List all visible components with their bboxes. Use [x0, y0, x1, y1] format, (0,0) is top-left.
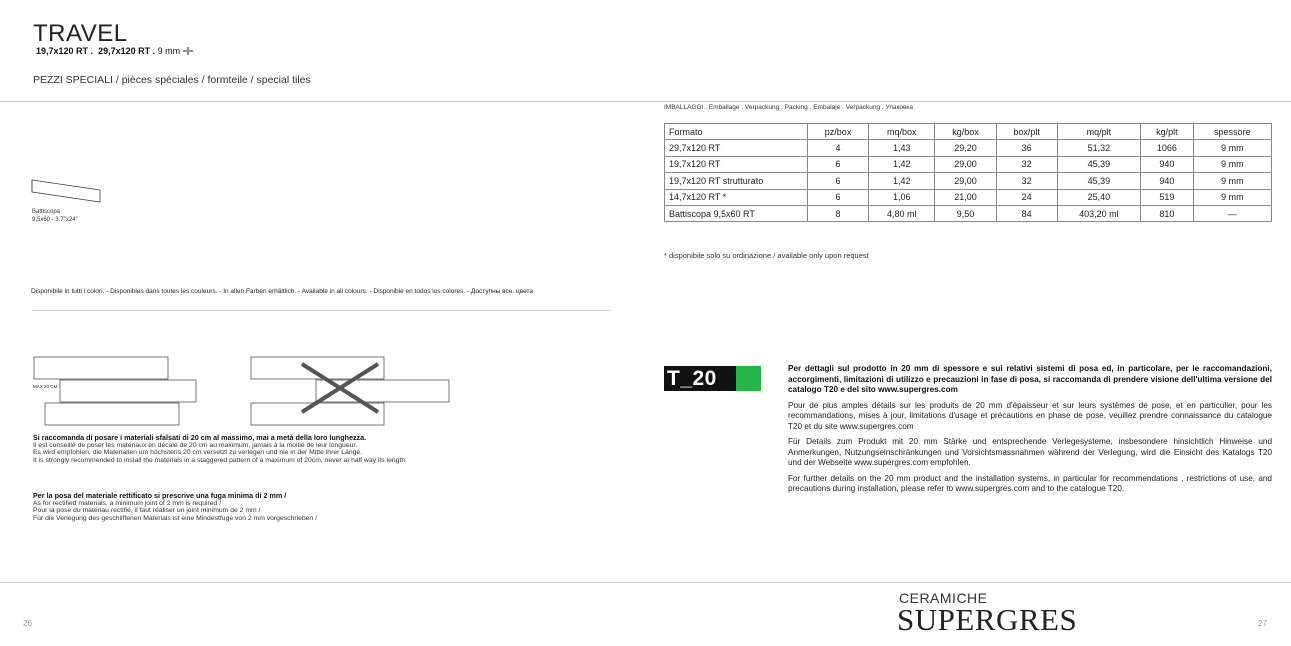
laying-line: It is strongly recommended to install the materials in a staggered pattern of a maximum of 20cm, never at half way its length. [33, 456, 408, 464]
laying-heading: Si raccomanda di posare i materiali sfalsati di 20 cm al massimo, mai a metà della loro lunghezza. [33, 433, 367, 442]
t20-badge-green [736, 366, 761, 391]
table-cell: 1,42 [869, 156, 935, 172]
table-cell: 21,00 [935, 189, 996, 205]
table-cell: 940 [1141, 156, 1194, 172]
wrong-laying-diagram [248, 354, 453, 428]
staggered-laying-diagram [30, 354, 202, 428]
thickness-icon [183, 47, 193, 55]
table-row [665, 140, 1272, 156]
t20-badge [664, 366, 761, 391]
column-header: box/plt [996, 124, 1057, 140]
table-cell: 403,20 ml [1057, 205, 1140, 221]
joint-line: Pour la pose du matériau rectifié, il faut réaliser un joint minimum de 2 mm / [33, 507, 261, 515]
packing-table [664, 123, 1272, 222]
table-cell: 25,40 [1057, 189, 1140, 205]
table-cell: 1,42 [869, 173, 935, 189]
footer-divider [0, 582, 1291, 583]
packing-label: IMBALLAGGI . Emballage . Verpackung . Packing . Embalaje . Verpackung . Упаковка [664, 104, 914, 111]
table-cell: 9 mm [1193, 140, 1271, 156]
table-cell: 940 [1141, 173, 1194, 189]
brand-logo-top: CERAMICHE [899, 590, 988, 606]
column-header: mq/plt [1057, 124, 1140, 140]
table-cell: 9 mm [1193, 189, 1271, 205]
laying-instructions [33, 434, 407, 464]
t20-paragraph-en: For further details on the 20 mm product and the installation systems, in particular for recommendations , restrictions of use, and precautions during installation, please refer to www.supergres.com and to the catalogue T20. [788, 473, 1272, 493]
table-cell: 9 mm [1193, 173, 1271, 189]
t20-paragraph-fr: Pour de plus amples détails sur les produits de 20 mm d'épaisseur et sur leurs systèmes de pose, et en particulier, pour les recommandations, mises à jour, limitations d'usage et précautions en phase de pose, veuillez prendre connaissance du catalogue T20 et du site www.supergres.com [788, 400, 1272, 431]
table-cell: 29,20 [935, 140, 996, 156]
table-cell: 19,7x120 RT [665, 156, 808, 172]
joint-instructions [33, 492, 317, 522]
table-cell: 29,00 [935, 156, 996, 172]
table-cell: 32 [996, 173, 1057, 189]
table-cell: 51,32 [1057, 140, 1140, 156]
table-cell: 1,43 [869, 140, 935, 156]
table-cell: 6 [808, 189, 869, 205]
table-cell: 84 [996, 205, 1057, 221]
table-cell: 810 [1141, 205, 1194, 221]
joint-line: Für die Verlegung des geschliffenen Materials ist eine Mindestfuge von 2 mm vorgeschrieben / [33, 514, 317, 522]
page-number-right: 27 [1258, 619, 1267, 628]
colors-divider [32, 310, 610, 311]
page-number-left: 26 [23, 619, 32, 628]
column-header: spessore [1193, 124, 1271, 140]
t20-info [788, 364, 1272, 500]
column-header: kg/box [935, 124, 996, 140]
laying-line: Il est conseillé de poser les matériaux en décalé de 20 cm au maximum, jamais à la moitié de leur longueur. [33, 441, 358, 449]
table-row [665, 189, 1272, 205]
table-cell: 9,50 [935, 205, 996, 221]
skirting-name: Battiscopa [32, 209, 61, 215]
joint-line: As for rectified materials, a minimum joint of 2 mm is required / [33, 499, 222, 507]
table-cell: 19,7x120 RT strutturato [665, 173, 808, 189]
special-tiles-heading: PEZZI SPECIALI / pièces spéciales / formteile / special tiles [33, 74, 311, 86]
column-header: pz/box [808, 124, 869, 140]
table-cell: 1,06 [869, 189, 935, 205]
t20-paragraph-de: Für Details zum Produkt mit 20 mm Stärke und entsprechende Verlegesysteme, insbesondere hinsichtlich Hinweise und Anmerkungen, Nutzungseinschränkungen und Vorsichtsmassnahmen während der Verlegung, wird die Einsicht des Katalogs T20 und der Webseite www.supergres.com empfohlen. [788, 437, 1272, 467]
page-title: TRAVEL [33, 20, 128, 47]
table-cell: 6 [808, 156, 869, 172]
table-cell: 29,7x120 RT [665, 140, 808, 156]
skirting-label [32, 208, 78, 224]
laying-line: Es wird empfohlen, die Materialien um höchstens 20 cm versetzt zu verlegen und nie in der Mitte ihrer Länge. [33, 449, 363, 457]
table-cell: 4,80 ml [869, 205, 935, 221]
table-cell: 45,39 [1057, 173, 1140, 189]
table-cell: 36 [996, 140, 1057, 156]
table-row [665, 156, 1272, 172]
joint-heading: Per la posa del materiale rettificato si prescrive una fuga minima di 2 mm / [33, 491, 287, 500]
table-cell: 1066 [1141, 140, 1194, 156]
table-cell: — [1193, 205, 1271, 221]
format-line [36, 46, 193, 56]
size-2: 29,7x120 RT . [98, 46, 156, 56]
header-divider [0, 101, 1291, 102]
table-cell: 45,39 [1057, 156, 1140, 172]
availability-note: * disponibile solo su ordinazione / available only upon request [664, 251, 869, 260]
table-cell: 4 [808, 140, 869, 156]
max-offset-label: MAX 20 CM [33, 384, 58, 389]
table-cell: 29,00 [935, 173, 996, 189]
thickness: 9 mm [157, 46, 181, 56]
column-header: mq/box [869, 124, 935, 140]
table-cell: Battiscopa 9,5x60 RT [665, 205, 808, 221]
column-header: Formato [665, 124, 808, 140]
table-cell: 9 mm [1193, 156, 1271, 172]
t20-paragraph-it: Per dettagli sul prodotto in 20 mm di spessore e sui relativi sistemi di posa ed, in particolare, per le raccomandazioni, accorgimenti, limitazioni di utilizzo e precauzioni in fase di posa, si raccomanda di prendere visione dell'ultima versione del catalogo T20 e del sito www.supergres.com [788, 364, 1272, 394]
table-cell: 24 [996, 189, 1057, 205]
table-row [665, 173, 1272, 189]
table-cell: 14,7x120 RT * [665, 189, 808, 205]
brand-logo-main: SUPERGRES [897, 602, 1078, 637]
size-1: 19,7x120 RT . [36, 46, 94, 56]
skirting-drawing [30, 178, 102, 206]
t20-badge-text: T_20 [667, 367, 717, 390]
table-cell: 32 [996, 156, 1057, 172]
table-cell: 6 [808, 173, 869, 189]
table-row [665, 205, 1272, 221]
table-cell: 519 [1141, 189, 1194, 205]
skirting-dims: 9,5x60 - 3.7"x24" [32, 217, 78, 223]
column-header: kg/plt [1141, 124, 1194, 140]
table-header-row [665, 124, 1272, 140]
colors-note: Disponibile in tutti i colori. - Disponibles dans toutes les couleurs. - In allen Farben erhältlich. - Available in all colours. - Disponible en todos los colores. - Доступны все. цвета [31, 288, 534, 295]
table-cell: 8 [808, 205, 869, 221]
